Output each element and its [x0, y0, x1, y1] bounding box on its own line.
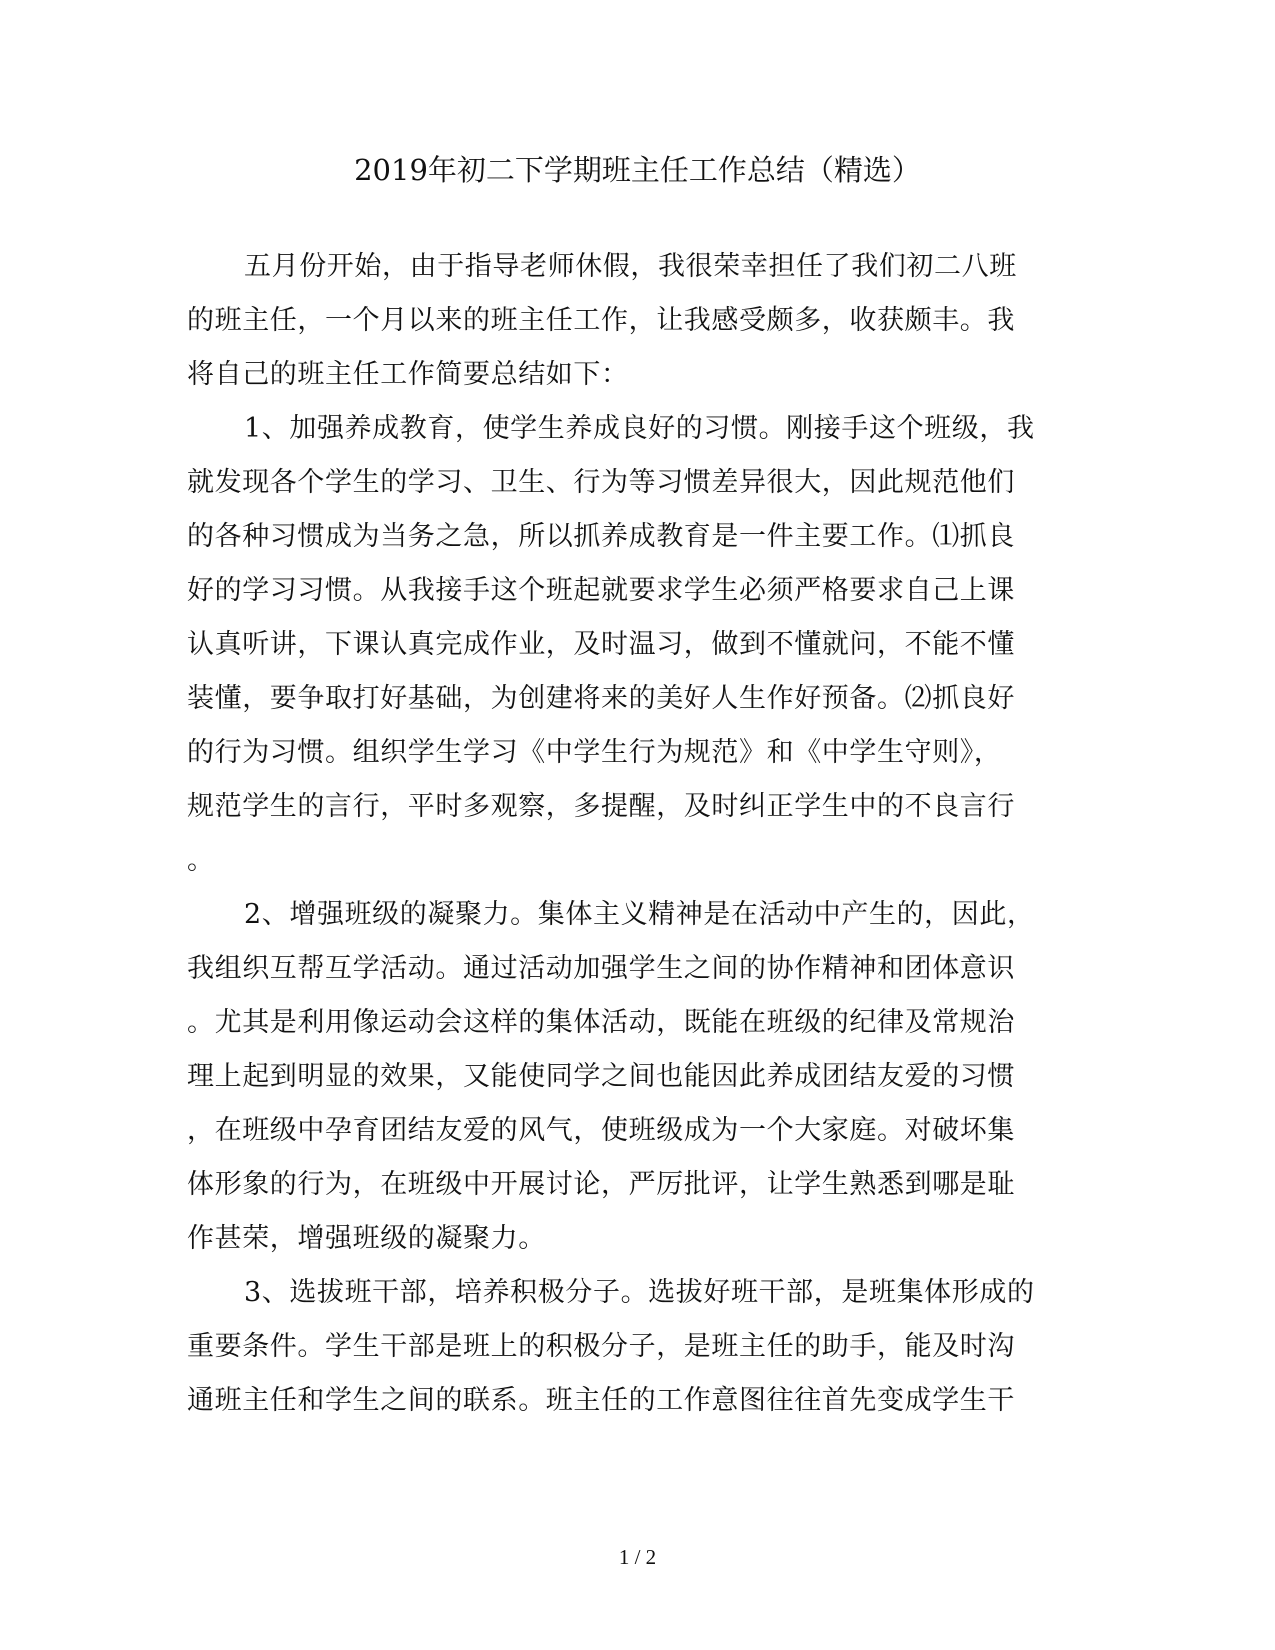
body-line: ，在班级中孕育团结友爱的风气，使班级成为一个大家庭。对破坏集	[187, 1115, 1015, 1146]
page-number: 1 / 2	[618, 1545, 657, 1569]
body-line: 1、加强养成教育，使学生养成良好的习惯。刚接手这个班级，我	[244, 413, 1035, 444]
body-line: 。尤其是利用像运动会这样的集体活动，既能在班级的纪律及常规治	[187, 1007, 1015, 1038]
document-title: 2019年初二下学期班主任工作总结（精选）	[354, 153, 921, 187]
body-line: 作甚荣，增强班级的凝聚力。	[187, 1223, 546, 1254]
body-line: 好的学习习惯。从我接手这个班起就要求学生必须严格要求自己上课	[187, 575, 1015, 606]
body-line: 的各种习惯成为当务之急，所以抓养成教育是一件主要工作。⑴抓良	[187, 521, 1015, 552]
body-line: 我组织互帮互学活动。通过活动加强学生之间的协作精神和团体意识	[187, 953, 1015, 984]
body-line: 的行为习惯。组织学生学习《中学生行为规范》和《中学生守则》，	[187, 737, 1002, 768]
body-line: 。	[187, 845, 215, 876]
body-line: 理上起到明显的效果，又能使同学之间也能因此养成团结友爱的习惯	[187, 1061, 1015, 1092]
body-line: 体形象的行为，在班级中开展讨论，严厉批评，让学生熟悉到哪是耻	[187, 1169, 1015, 1200]
body-line: 将自己的班主任工作简要总结如下：	[187, 359, 629, 390]
body-line: 就发现各个学生的学习、卫生、行为等习惯差异很大，因此规范他们	[187, 467, 1015, 498]
body-line: 2、增强班级的凝聚力。集体主义精神是在活动中产生的，因此，	[244, 899, 1035, 930]
body-line: 装懂，要争取打好基础，为创建将来的美好人生作好预备。⑵抓良好	[187, 683, 1015, 714]
body-line: 通班主任和学生之间的联系。班主任的工作意图往往首先变成学生干	[187, 1385, 1015, 1416]
body-line: 的班主任，一个月以来的班主任工作，让我感受颇多，收获颇丰。我	[187, 305, 1015, 336]
body-line: 规范学生的言行，平时多观察，多提醒，及时纠正学生中的不良言行	[187, 791, 1015, 822]
body-line: 五月份开始，由于指导老师休假，我很荣幸担任了我们初二八班	[244, 251, 1017, 282]
body-line: 认真听讲，下课认真完成作业，及时温习，做到不懂就问，不能不懂	[187, 629, 1015, 660]
body-line: 重要条件。学生干部是班上的积极分子，是班主任的助手，能及时沟	[187, 1331, 1015, 1362]
body-line: 3、选拔班干部，培养积极分子。选拔好班干部，是班集体形成的	[244, 1277, 1035, 1308]
